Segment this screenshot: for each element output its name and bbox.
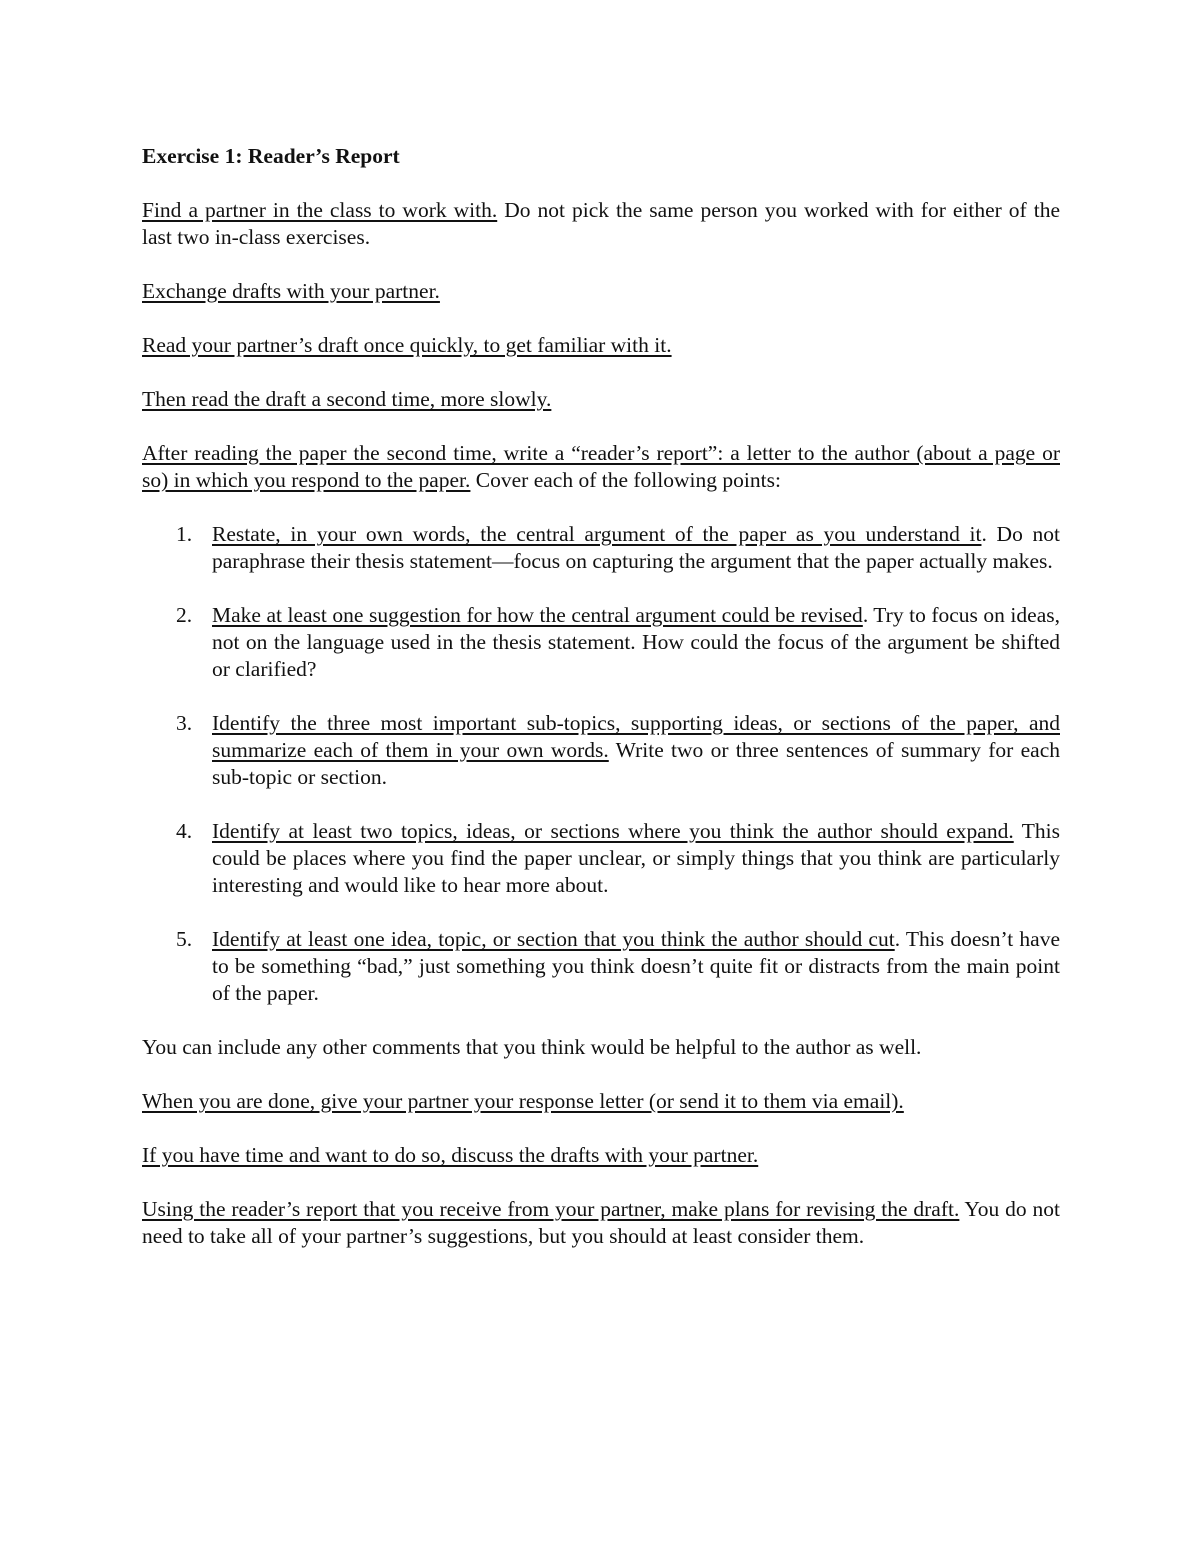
list-item-number: 5. — [176, 927, 193, 951]
list-item — [142, 818, 1060, 899]
list-item-underlined: Identify at least one idea, topic, or section that you think the author should cut — [212, 927, 895, 951]
closing-text: You can include any other comments that you think would be helpful to the author as well. — [142, 1035, 922, 1059]
instruction-text: Do not pick the same person you worked with for either of the last two in-class exercises. — [142, 198, 1060, 249]
list-item-underlined: Restate, in your own words, the central argument of the paper as you understand it — [212, 522, 982, 546]
list-item — [142, 710, 1060, 791]
instruction-underlined: Read your partner’s draft once quickly, to get familiar with it. — [142, 333, 672, 357]
instruction-paragraph — [142, 440, 1060, 494]
closing-paragraph — [142, 1142, 1060, 1169]
list-item-number: 4. — [176, 819, 193, 843]
instruction-underlined: Then read the draft a second time, more slowly. — [142, 387, 552, 411]
list-item-underlined: Identify the three most important sub-topics, supporting ideas, or sections of the paper, and summarize each of them in your own words. — [212, 711, 1060, 762]
list-item-number: 3. — [176, 711, 193, 735]
instruction-paragraph — [142, 332, 1060, 359]
list-item — [142, 926, 1060, 1007]
list-item-text: . This doesn’t have to be something “bad,” just something you think doesn’t quite fit or distracts from the main point of the paper. — [212, 927, 1061, 1005]
instruction-paragraph — [142, 278, 1060, 305]
list-item-text: . Do not paraphrase their thesis statement—focus on capturing the argument that the paper actually makes. — [212, 522, 1060, 573]
instruction-underlined: Find a partner in the class to work with. — [142, 198, 498, 222]
closing-text: You do not need to take all of your partner’s suggestions, but you should at least consider them. — [142, 1197, 1060, 1248]
closing-underlined: Using the reader’s report that you receive from your partner, make plans for revising the draft. — [142, 1197, 960, 1221]
closing-paragraph — [142, 1196, 1060, 1250]
instruction-text: Cover each of the following points: — [470, 468, 781, 492]
list-item-underlined: Identify at least two topics, ideas, or sections where you think the author should expand. — [212, 819, 1014, 843]
list-item-text: This could be places where you find the paper unclear, or simply things that you think are particularly interesting and would like to hear more about. — [212, 819, 1060, 897]
document-title: Exercise 1: Reader’s Report — [142, 144, 400, 168]
closing-paragraph — [142, 1088, 1060, 1115]
instruction-paragraph — [142, 386, 1060, 413]
instruction-paragraph — [142, 197, 1060, 251]
list-item-number: 1. — [176, 522, 193, 546]
list-item-number: 2. — [176, 603, 193, 627]
report-points-list — [142, 521, 1060, 1007]
closing-underlined: If you have time and want to do so, discuss the drafts with your partner. — [142, 1143, 759, 1167]
list-item-underlined: Make at least one suggestion for how the central argument could be revised — [212, 603, 863, 627]
list-item — [142, 602, 1060, 683]
list-item-text: . Try to focus on ideas, not on the language used in the thesis statement. How could the focus of the argument be shifted or clarified? — [212, 603, 1060, 681]
instruction-underlined: Exchange drafts with your partner. — [142, 279, 440, 303]
document-body — [142, 143, 1060, 1250]
closing-paragraph — [142, 1034, 1060, 1061]
list-item-text: Write two or three sentences of summary for each sub-topic or section. — [212, 738, 1060, 789]
list-item — [142, 521, 1060, 575]
instruction-underlined: After reading the paper the second time, write a “reader’s report”: a letter to the author (about a page or so) in which you respond to the paper. — [142, 441, 1060, 492]
closing-underlined: When you are done, give your partner your response letter (or send it to them via email). — [142, 1089, 904, 1113]
